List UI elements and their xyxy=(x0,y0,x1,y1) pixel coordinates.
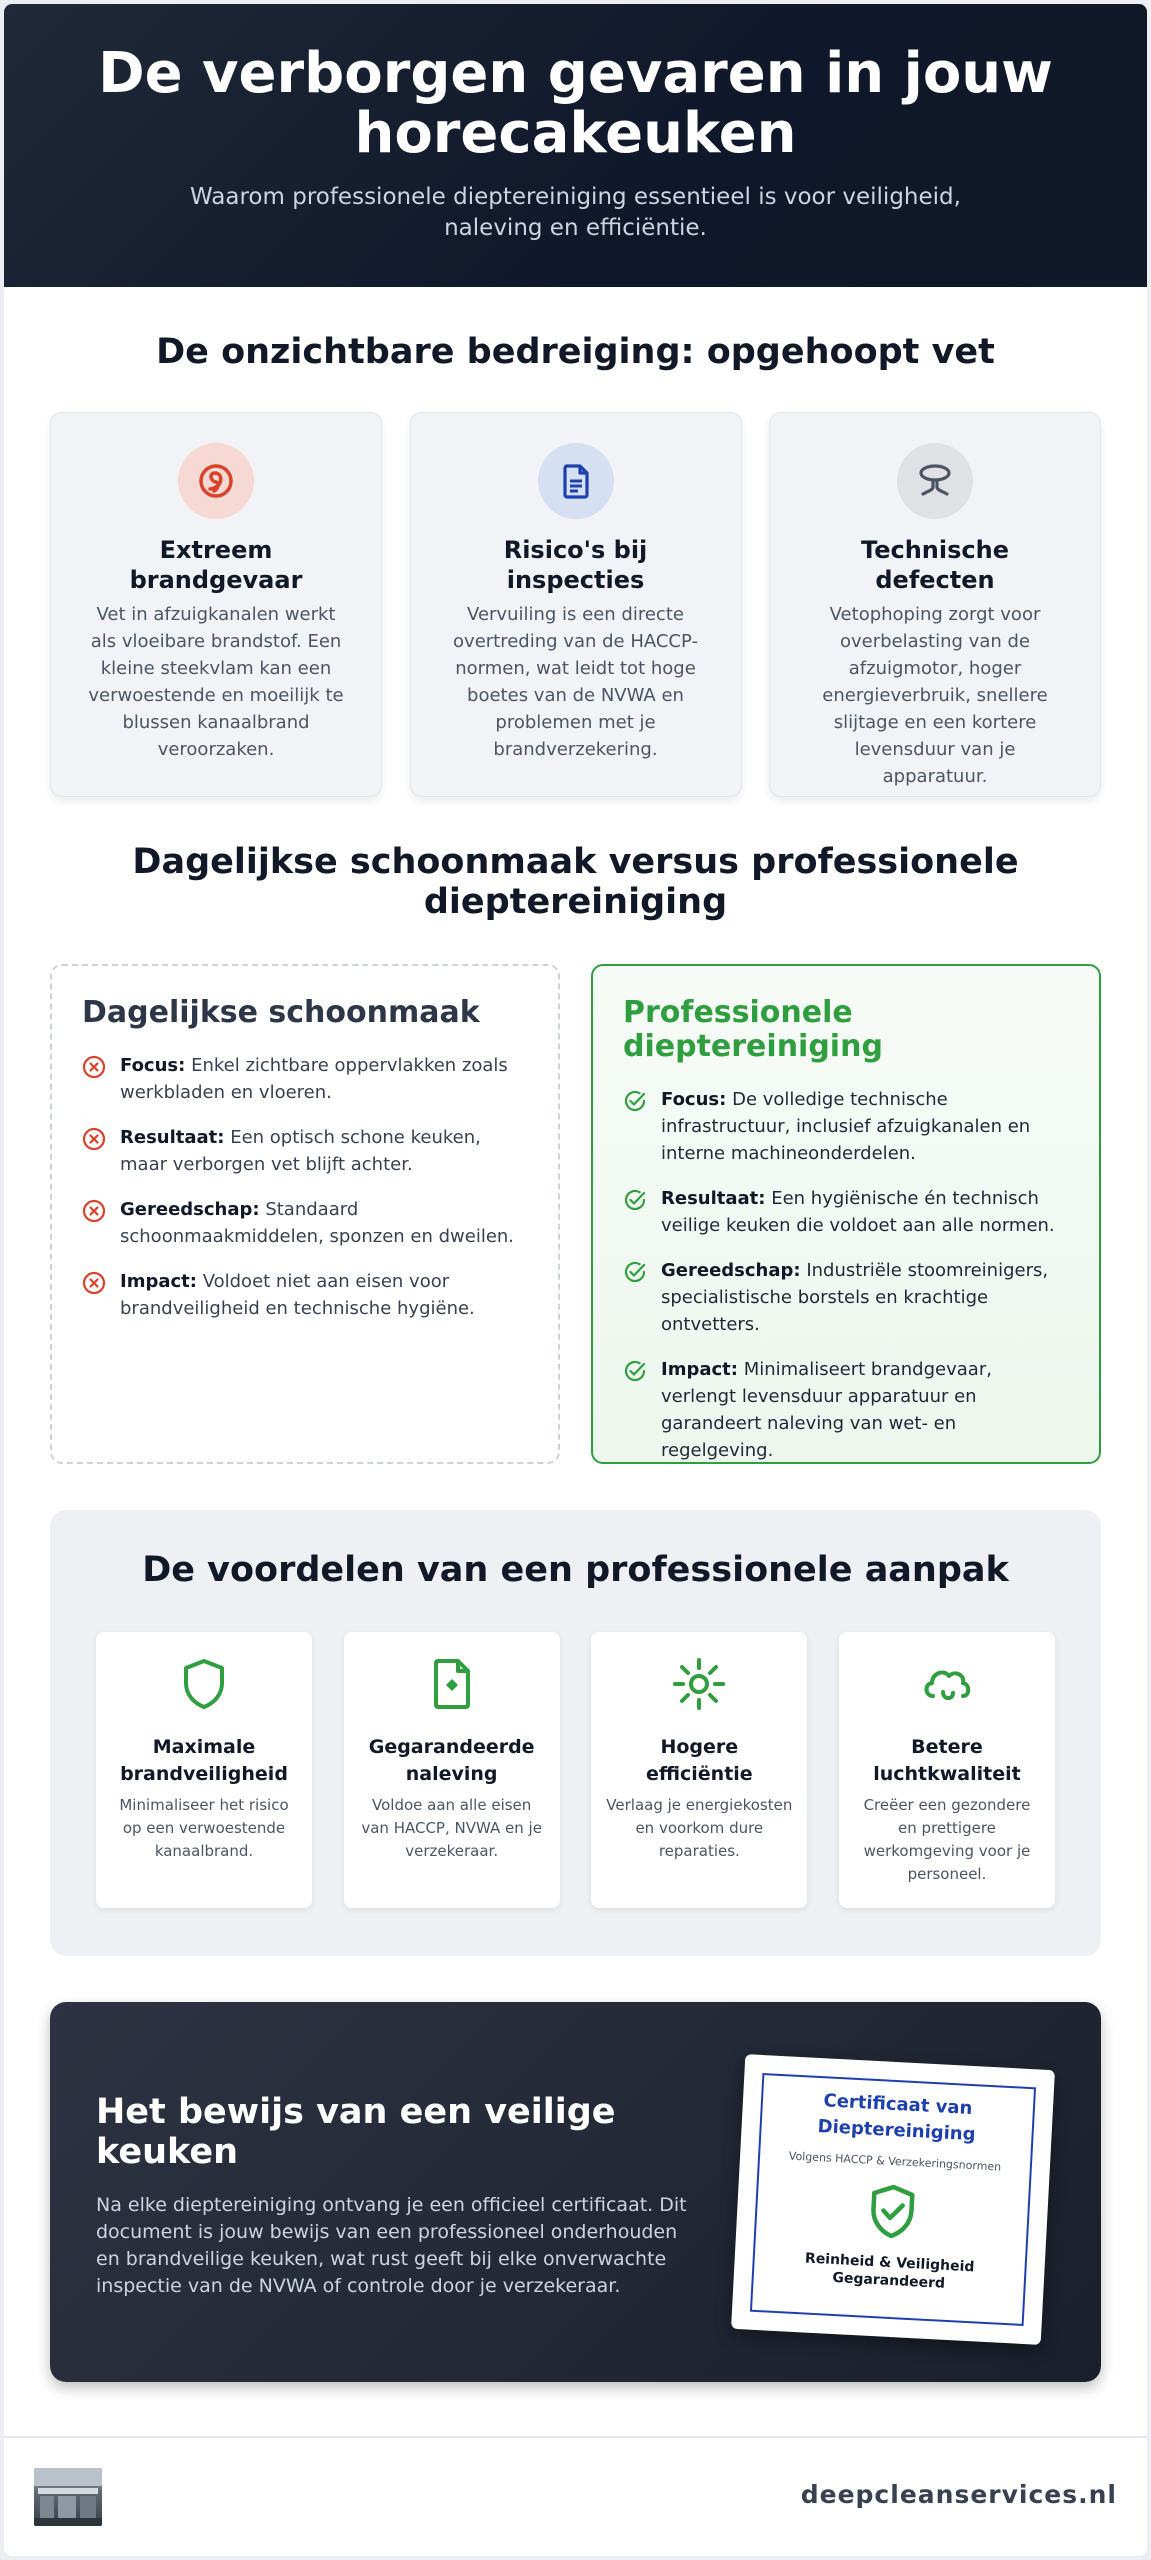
document-icon xyxy=(538,443,614,519)
threat-section-title: De onzichtbare bedreiging: opgehoopt vet xyxy=(156,332,995,372)
page-title: De verborgen gevaren in jouw horecakeuken xyxy=(98,41,1053,166)
threat-card-title: Extreem brandgevaar xyxy=(129,536,303,594)
point-label: Focus: xyxy=(661,1089,727,1110)
compare-section-title: Dagelijkse schoonmaak versus professionele dieptereiniging xyxy=(132,842,1019,922)
point-description: De volledige technische infrastructuur, inclusief afzuigkanalen en interne machineonderdelen. xyxy=(661,1089,1031,1164)
compare-cards xyxy=(50,964,1101,1464)
certificate-doc-subtitle: Volgens HACCP & Verzekeringsnormen xyxy=(788,2149,1002,2174)
pro-point xyxy=(623,1086,1069,1167)
point-label: Gereedschap: xyxy=(120,1199,260,1220)
sun-icon xyxy=(671,1697,727,1716)
threat-card-inspection xyxy=(410,412,742,797)
certificate-doc-title: Certificaat van Dieptereiniging xyxy=(817,2090,977,2146)
threat-card-title: Technische defecten xyxy=(861,536,1009,594)
check-circle-icon xyxy=(623,1260,651,1338)
benefit-cards xyxy=(96,1632,1055,1908)
point-description: Een optisch schone keuken, maar verborgen vet blijft achter. xyxy=(120,1127,481,1175)
point-description: Industriële stoomreinigers, specialistische borstels en krachtige ontvetters. xyxy=(661,1260,1049,1335)
point-label: Focus: xyxy=(120,1055,186,1076)
certificate-title: Het bewijs van een veilige keuken xyxy=(96,2092,616,2172)
threat-card-text: Vet in afzuigkanalen werkt als vloeibare brandstof. Een kleine steekvlam kan een verwoestende en moeilijk te blussen kanaalbrand veroorzaken. xyxy=(88,604,344,760)
certificate-section xyxy=(50,2002,1101,2382)
kitchen-thumbnail-image xyxy=(34,2468,102,2526)
extractor-hood-icon xyxy=(897,443,973,519)
shield-icon xyxy=(176,1697,232,1716)
point-description: Standaard schoonmaakmiddelen, sponzen en dweilen. xyxy=(120,1199,515,1247)
x-circle-icon xyxy=(82,1199,110,1250)
benefits-section-title: De voordelen van een professionele aanpak xyxy=(142,1550,1009,1590)
daily-point xyxy=(82,1196,528,1250)
daily-point xyxy=(82,1052,528,1106)
benefit-card-fire-safety xyxy=(96,1632,312,1908)
benefit-title: Gegarandeerde naleving xyxy=(368,1736,535,1785)
point-label: Gereedschap: xyxy=(661,1260,801,1281)
point-label: Impact: xyxy=(120,1271,197,1292)
website-link[interactable]: deepcleanservices.nl xyxy=(800,2480,1117,2509)
footer xyxy=(4,2436,1147,2556)
benefit-text: Creëer een gezondere en prettigere werkomgeving voor je personeel. xyxy=(863,1796,1031,1883)
x-circle-icon xyxy=(82,1055,110,1106)
benefit-text: Voldoe aan alle eisen van HACCP, NVWA en je verzekeraar. xyxy=(361,1796,542,1860)
x-circle-icon xyxy=(82,1127,110,1178)
benefit-title: Maximale brandveiligheid xyxy=(120,1736,288,1785)
cloud-icon xyxy=(919,1697,975,1716)
pro-point xyxy=(623,1257,1069,1338)
check-circle-icon xyxy=(623,1359,651,1464)
daily-point xyxy=(82,1124,528,1178)
benefits-section xyxy=(50,1510,1101,1956)
benefit-card-air-quality xyxy=(839,1632,1055,1908)
benefit-text: Verlaag je energiekosten en voorkom dure reparaties. xyxy=(606,1796,793,1860)
professional-cleaning-card xyxy=(591,964,1101,1464)
check-circle-icon xyxy=(623,1188,651,1239)
daily-point xyxy=(82,1268,528,1322)
x-circle-icon xyxy=(82,1271,110,1322)
benefit-title: Hogere efficiëntie xyxy=(645,1736,753,1785)
benefit-text: Minimaliseer het risico op een verwoestende kanaalbrand. xyxy=(119,1796,289,1860)
certificate-doc-footer: Reinheid & Veiligheid Gegarandeerd xyxy=(804,2250,975,2292)
point-description: Een hygiënische én technisch veilige keuken die voldoet aan alle normen. xyxy=(661,1188,1055,1236)
infographic-page xyxy=(4,4,1147,2556)
page-subtitle: Waarom professionele dieptereiniging essentieel is voor veiligheid, naleving en efficiëntie. xyxy=(190,184,961,241)
hero-header xyxy=(4,4,1147,287)
threat-card-title: Risico's bij inspecties xyxy=(503,536,648,594)
professional-cleaning-title: Professionele dieptereiniging xyxy=(623,995,883,1064)
pro-point xyxy=(623,1185,1069,1239)
benefit-card-efficiency xyxy=(591,1632,807,1908)
point-label: Resultaat: xyxy=(120,1127,225,1148)
daily-cleaning-title: Dagelijkse schoonmaak xyxy=(82,995,480,1030)
shield-check-icon xyxy=(861,2180,924,2243)
threat-card-text: Vervuiling is een directe overtreding van de HACCP-normen, wat leidt tot hoge boetes van de NVWA en problemen met je brandverzekering. xyxy=(453,604,698,760)
point-label: Impact: xyxy=(661,1359,738,1380)
benefit-title: Betere luchtkwaliteit xyxy=(873,1736,1021,1785)
benefit-card-compliance xyxy=(344,1632,560,1908)
threat-cards xyxy=(50,412,1101,797)
point-label: Resultaat: xyxy=(661,1188,766,1209)
point-description: Enkel zichtbare oppervlakken zoals werkbladen en vloeren. xyxy=(120,1055,508,1103)
certificate-frame xyxy=(750,2073,1036,2326)
check-circle-icon xyxy=(623,1089,651,1167)
file-check-icon xyxy=(424,1697,480,1716)
daily-cleaning-card xyxy=(50,964,560,1464)
point-description: Minimaliseert brandgevaar, verlengt levensduur apparatuur en garandeert naleving van wet- en regelgeving. xyxy=(661,1359,992,1461)
certificate-text-block xyxy=(96,2092,696,2300)
fire-icon xyxy=(178,443,254,519)
pro-point xyxy=(623,1356,1069,1464)
threat-card-text: Vetophoping zorgt voor overbelasting van de afzuigmotor, hoger energieverbruik, snellere slijtage en een kortere levensduur van je apparatuur. xyxy=(822,604,1048,787)
point-description: Voldoet niet aan eisen voor brandveiligheid en technische hygiëne. xyxy=(120,1271,475,1319)
certificate-document xyxy=(731,2054,1055,2345)
certificate-description: Na elke dieptereiniging ontvang je een officieel certificaat. Dit document is jouw bewijs van een professioneel onderhouden en brandveilige keuken, wat rust geeft bij elke onverwachte inspectie van de NVWA of controle door je verzekeraar. xyxy=(96,2194,687,2297)
threat-card-technical xyxy=(769,412,1101,797)
threat-card-fire xyxy=(50,412,382,797)
